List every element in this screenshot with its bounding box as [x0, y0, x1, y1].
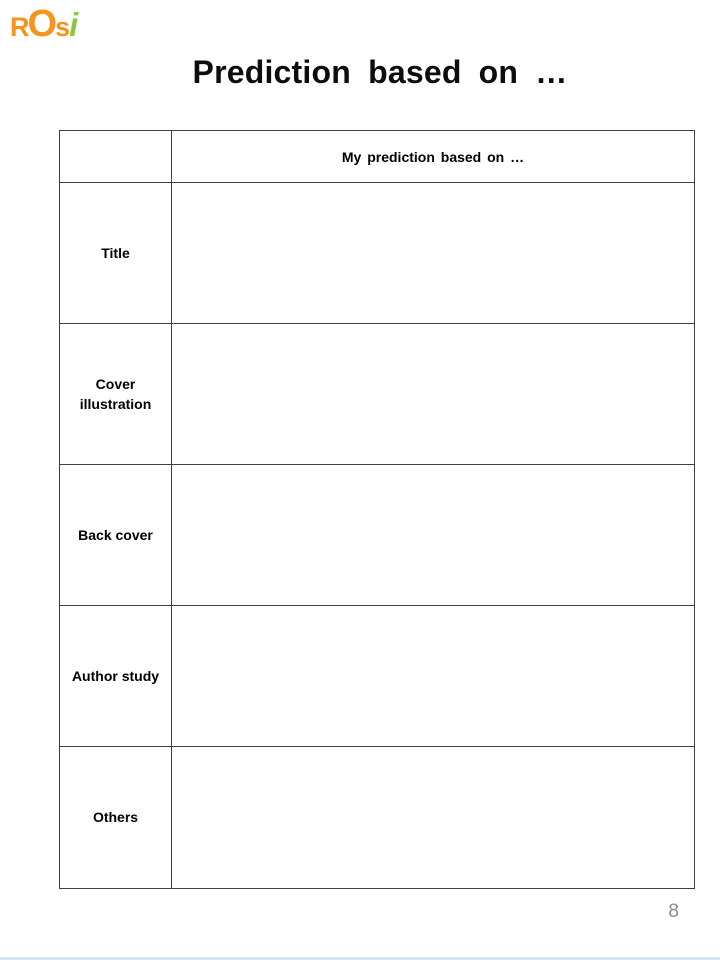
table-header-corner-cell [60, 131, 172, 183]
page-number: 8 [668, 901, 679, 922]
table-cell-cover-illustration-value [172, 324, 694, 465]
rosi-logo [10, 2, 76, 54]
table-cell-others-value [172, 747, 694, 888]
table-cell-author-study-value [172, 606, 694, 747]
table-cell-title-value [172, 183, 694, 324]
prediction-table [59, 130, 695, 889]
table-row-label-back-cover: Back cover [60, 465, 172, 606]
table-row-label-author-study: Author study [60, 606, 172, 747]
slide-title: Prediction based on … [192, 54, 568, 90]
table-header-cell: My prediction based on … [172, 131, 694, 183]
logo-letter-r: R [10, 12, 28, 42]
table-row-label-cover-illustration: Cover illustration [60, 324, 172, 465]
logo-letter-i: i [69, 6, 77, 43]
logo-letter-s: s [55, 12, 69, 42]
table-cell-back-cover-value [172, 465, 694, 606]
table-row-label-others: Others [60, 747, 172, 888]
logo-letter-o: O [27, 3, 56, 45]
table-row-label-title: Title [60, 183, 172, 324]
